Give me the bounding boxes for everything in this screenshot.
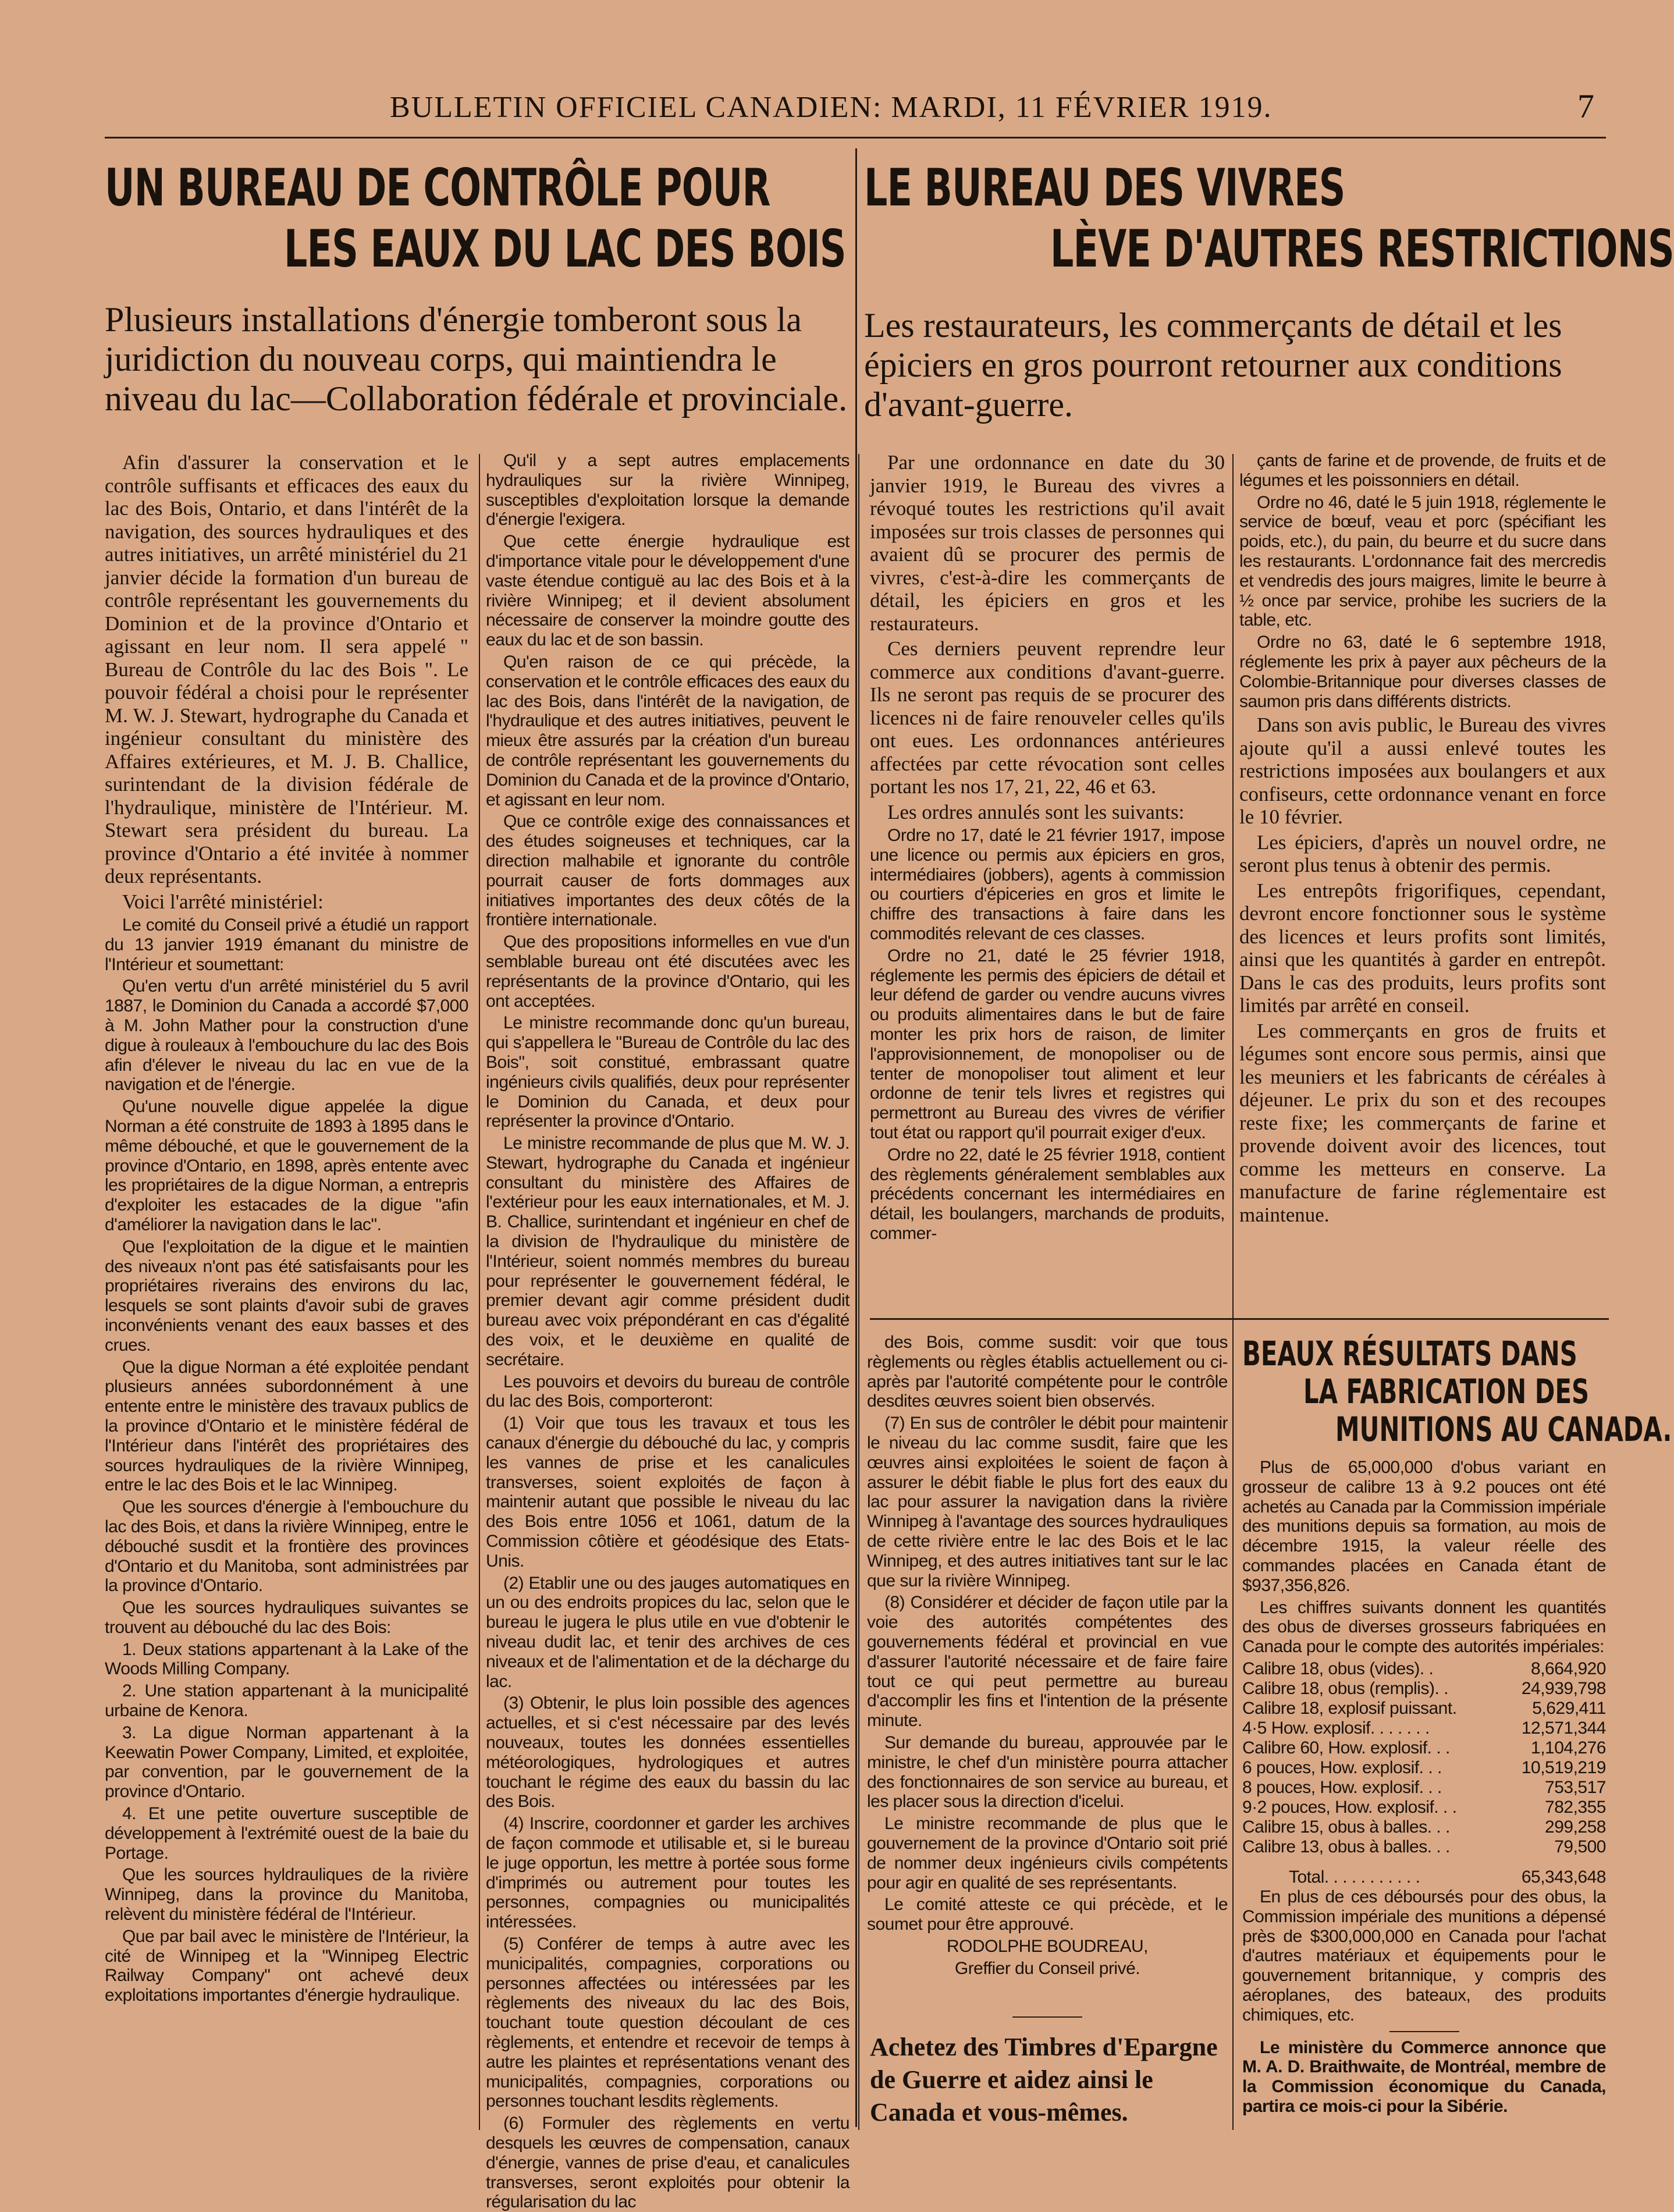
row-value: 782,355 [1545, 1797, 1606, 1817]
order-paragraph: (8) Considérer et décider de façon utile par la voie des autorités compétentes des gouvernements fédéral et provincial en vue d'assurer l'autorité nécessaire et de faire faire tout ce qui peut permettre au bureau d'accomplir les fins et l'intention de la présente minute. [867, 1593, 1228, 1731]
order-paragraph: Que par bail avec le ministère de l'Intérieur, la cité de Winnipeg et la "Winnipeg Electric Railway Company" ont achevé deux exploitations importantes d'énergie hydraulique. [105, 1926, 468, 2005]
row-value: 5,629,411 [1532, 1698, 1606, 1718]
page-number: 7 [1577, 87, 1594, 125]
munitions-headline-line2: LA FABRICATION DES [1303, 1372, 1590, 1411]
order-paragraph: Que l'exploitation de la digue et le maintien des niveaux n'ont pas été satisfaisants pour les propriétaires riverains des environs du lac, lesquels se sont plaints d'avoir subi de graves inconvénients venant des eaux basses et des crues. [105, 1237, 468, 1355]
left-headline-line1: UN BUREAU DE CONTRÔLE POUR [105, 158, 770, 218]
order-paragraph: 3. La digue Norman appartenant à la Keewatin Power Company, Limited, et exploitée, par convention, par le gouvernement de la province d'Ontario. [105, 1723, 468, 1802]
lead-paragraph: Les ordres annulés sont les suivants: [887, 800, 1185, 823]
order-paragraph: des Bois, comme susdit: voir que tous règlements ou règles établis actuellement ou ci-après par l'autorité compétente pour le contrôle desdites œuvres soient bien observés. [867, 1333, 1228, 1411]
table-row [1242, 1679, 1606, 1699]
lead-paragraph: Les épiciers, d'après un nouvel ordre, ne seront plus tenus à obtenir des permis. [1239, 830, 1606, 877]
commerce-note: Le ministère du Commerce annonce que M. A. D. Braithwaite, de Montréal, membre de la Commission économique du Canada, partira ce mois-ci pour la Sibérie. [1242, 2037, 1606, 2116]
table-row [1242, 1758, 1606, 1778]
lead-paragraph: Par une ordonnance en date du 30 janvier 1919, le Bureau des vivres a révoqué toutes les restrictions qu'il avait imposées sur trois classes de personnes qui avaient dû se procurer des permis de vivres, c'est-à-dire les commerçants de détail, les épiciers en gros et les restaurateurs. [870, 451, 1225, 635]
lead-paragraph: Dans son avis public, le Bureau des vivres ajoute qu'il a aussi enlevé toutes les restrictions imposées aux boulangers et aux confiseurs, cette ordonnance venant en force le 10 février. [1239, 713, 1606, 829]
order-paragraph: (6) Formuler des règlements en vertu desquels les œuvres de compensation, canaux d'énergie, vannes de prise d'eau, et canalicules transverses, seront exploités pour obtenir la régularisation du lac [486, 2114, 850, 2212]
order-paragraph: Que les sources hyldrauliques de la rivière Winnipeg, dans la province du Manitoba, relèvent du ministère fédéral de l'Intérieur. [105, 1865, 468, 1925]
order-paragraph: Qu'en vertu d'un arrêté ministériel du 5 avril 1887, le Dominion du Canada a accordé $7,000 à M. John Mather pour la construction d'une digue à rouleaux à l'embouchure du lac des Bois afin d'élever le niveau du lac en vue de la navigation et de l'énergie. [105, 977, 468, 1095]
row-label: Calibre 18, obus (vides). . [1242, 1659, 1434, 1678]
divider [1389, 2031, 1459, 2032]
row-label: Calibre 60, How. explosif. . . [1242, 1738, 1450, 1757]
order-paragraph: Ordre no 46, daté le 5 juin 1918, réglemente le service de bœuf, veau et porc (spécifiant les poids, etc.), du pain, du beurre et du sucre dans les restaurants. L'ordonnance fait des mercredis et vendredis des jours maigres, limite le beurre à ½ once par service, prohibe les sucriers de la table, etc. [1239, 492, 1606, 630]
order-paragraph: Le ministre recommande donc qu'un bureau, qui s'appellera le "Bureau de Contrôle du lac des Bois", soit constitué, embrassant quatre ingénieurs civils qualifiés, deux pour représenter le Dominion du Canada, et deux pour représenter la province d'Ontario. [486, 1013, 850, 1131]
order-paragraph: (7) En sus de contrôler le débit pour maintenir le niveau du lac comme susdit, faire que les œuvres ainsi exploitées le soient de façon à assurer le débit fiable le plus fort des eaux du lac pour assurer la navigation dans la rivière Winnipeg à l'avantage des sources hydrauliques de cette rivière entre le lac des Bois et le lac Winnipeg, et des autres initiatives tant sur le lac que sur la rivière Winnipeg. [867, 1414, 1228, 1590]
row-label: 9·2 pouces, How. explosif. . . [1242, 1797, 1457, 1817]
table-row [1242, 1659, 1606, 1679]
order-paragraph: Que les sources hydrauliques suivantes se trouvent au débouché du lac des Bois: [105, 1598, 468, 1637]
row-value: 753,517 [1545, 1777, 1606, 1797]
left-lead-paragraph: Voici l'arrêté ministériel: [122, 890, 324, 913]
left-column-2 [486, 451, 850, 2212]
left-deck: Plusieurs installations d'énergie tomberont sous la juridiction du nouveau corps, qui maintiendra le niveau du lac—Collaboration fédérale et provinciale. [105, 300, 848, 418]
order-paragraph: Qu'une nouvelle digue appelée la digue Norman a été construite de 1893 à 1895 dans le même débouché, et que le gouvernement de la province d'Ontario, en 1898, après entente avec les propriétaires de la digue Norman, a entrepris d'exploiter les estacades de la digue "afin d'améliorer la navigation dans le lac". [105, 1097, 468, 1234]
table-row [1242, 1778, 1606, 1798]
divider [1012, 2016, 1082, 2018]
row-label: Calibre 18, explosif puissant. [1242, 1698, 1457, 1718]
row-value: 8,664,920 [1531, 1659, 1606, 1678]
masthead-title: BULLETIN OFFICIEL CANADIEN: MARDI, 11 FÉVRIER 1919. [390, 91, 1273, 124]
row-label: 6 pouces, How. explosif. . . [1242, 1757, 1442, 1777]
order-paragraph: 1. Deux stations appartenant à la Lake of the Woods Milling Company. [105, 1639, 468, 1679]
order-paragraph: Que ce contrôle exige des connaissances et des études soigneuses et techniques, car la direction malhabile et ignorante du contrôle pourrait causer de forts dommages aux initiatives importantes des deux côtés de la frontière internationale. [486, 812, 850, 930]
center-column-rule [855, 148, 857, 2127]
order-paragraph: (2) Etablir une ou des jauges automatiques en un ou des endroits propices du lac, selon que le bureau le jugera le plus utile en vue d'obtenir le niveau dudit lac, et tenir des archives de ces niveaux et de l'alimentation et de la décharge du lac. [486, 1573, 850, 1691]
row-label: 4·5 How. explosif. . . . . . . [1242, 1718, 1430, 1738]
order-paragraph: Qu'en raison de ce qui précède, la conservation et le contrôle efficaces des eaux du lac des Bois, dans l'intérêt de la navigation, de l'hydraulique et des autres initiatives, peuvent le mieux être assurés par la création d'un bureau de contrôle représentant les gouvernements du Dominion du Canada et de la province d'Ontario, et agissant en leur nom. [486, 652, 850, 809]
munitions-headline-line3: MUNITIONS AU CANADA. [1335, 1409, 1672, 1449]
table-row [1242, 1798, 1606, 1817]
order-paragraph: Que des propositions informelles en vue d'un semblable bureau ont été discutées avec les représentants de la province d'Ontario, qui les ont acceptées. [486, 932, 850, 1011]
order-paragraph: (5) Conférer de temps à autre avec les municipalités, compagnies, corporations ou personnes affectées ou intéressées par les règlements des niveaux du lac des Bois, touchant toute question découlant de ces règlements, et entendre et recevoir de temps à autre les plaintes et représentations venant des municipalités, compagnies, corporations ou personnes touchant lesdits règlements. [486, 1934, 850, 2111]
order-paragraph: 2. Une station appartenant à la municipalité urbaine de Kenora. [105, 1681, 468, 1721]
right-column-2 [1239, 451, 1606, 1312]
order-paragraph: Sur demande du bureau, approuvée par le ministre, le chef d'un ministère pourra attacher des fonctionnaires de son service au bureau, et les placer sous la direction d'icelui. [867, 1732, 1228, 1812]
row-label: Calibre 13, obus à balles. . . [1242, 1837, 1450, 1856]
signature-title: Greffier du Conseil privé. [954, 1958, 1140, 1978]
right-inner-rule [1232, 454, 1234, 2130]
order-paragraph: Que cette énergie hydraulique est d'importance vitale pour le développement d'une vaste étendue contiguë au lac des Bois et à la rivière Winnipeg; et il devient absolument nécessaire de conserver la moindre goutte des eaux du lac et de son bassin. [486, 532, 850, 650]
row-value: 24,939,798 [1521, 1678, 1606, 1698]
row-label: Calibre 15, obus à balles. . . [1242, 1817, 1450, 1837]
munitions-paragraph: Les chiffres suivants donnent les quantités des obus de diverses grosseurs fabriquées en Canada pour le compte des autorités impériales: [1242, 1597, 1606, 1657]
row-value: 299,258 [1545, 1817, 1606, 1837]
total-value: 65,343,648 [1521, 1867, 1606, 1887]
order-paragraph: Les pouvoirs et devoirs du bureau de contrôle du lac des Bois, comporteront: [486, 1372, 850, 1411]
right-column-1 [870, 451, 1225, 1312]
order-paragraph: Le ministre recommande de plus que M. W. J. Stewart, hydrographe du Canada et ingénieur consultant du ministère des Affaires de l'extérieur pour les eaux internationales, et M. J. B. Challice, surintendant et ingénieur en chef de la division de l'hydraulique du ministère de l'Intérieur, soient nommés membres du bureau pour représenter le gouvernement fédéral, le premier devant agir comme président dudit bureau avec voix prépondérant en cas d'égalité des voix, et le deuxième en qualité de secrétaire. [486, 1134, 850, 1369]
left-inner-rule-2 [858, 454, 859, 2130]
total-label: Total. . . . . . . . . . . [1289, 1867, 1420, 1887]
order-paragraph: Ordre no 17, daté le 21 février 1917, impose une licence ou permis aux épiciers en gros, intermédiaires (jobbers), agents à commission ou courtiers d'épiceries en gros et limite le chiffre des transactions à faire dans les commodités relevant de ces classes. [870, 826, 1225, 943]
table-row [1242, 1817, 1606, 1837]
lead-paragraph: Les commerçants en gros de fruits et légumes sont encore sous permis, ainsi que les meuniers et les fabricants de céréales à déjeuner. Le prix du son et des recoupes reste fixe; les commerçants de farine et provende doivent avoir des licences, tout comme les metteurs en conserve. La manufacture de farine réglementaire est maintenue. [1239, 1019, 1606, 1226]
right-headline-line2: LÈVE D'AUTRES RESTRICTIONS [1050, 219, 1674, 279]
row-label: 8 pouces, How. explosif. . . [1242, 1777, 1442, 1797]
table-row [1242, 1837, 1606, 1857]
order-paragraph: Ordre no 63, daté le 6 septembre 1918, réglemente les prix à payer aux pêcheurs de la Colombie-Britannique pour diverses classes de saumon pris dans différents districts. [1239, 633, 1606, 711]
row-value: 1,104,276 [1531, 1738, 1606, 1757]
lead-paragraph: Les entrepôts frigorifiques, cependant, devront encore fonctionner sous le système des licences et leurs profits sont limités, ainsi que les quantités à garder en entrepôt. Dans le cas des produits, leurs profits sont limités par arrêté en conseil. [1239, 879, 1606, 1017]
order-paragraph: (1) Voir que tous les travaux et tous les canaux d'énergie du débouché du lac, y compris les vannes de prise et les canalicules transverses, soient exploités de façon à maintenir autant que possible le niveau du lac des Bois entre 1056 et 1061, datum de la Commission côtière et géodésique des Etats-Unis. [486, 1414, 850, 1571]
order-paragraph: Qu'il y a sept autres emplacements hydrauliques sur la rivière Winnipeg, susceptibles d'exploitation lorsque la demande d'énergie l'exigera. [486, 451, 850, 530]
munitions-paragraph: Plus de 65,000,000 d'obus variant en grosseur de calibre 13 à 9.2 pouces ont été achetés au Canada par la Commission impériale des munitions depuis sa formation, au mois de décembre 1915, la valeur réelle des commandes placées en Canada étant de $937,356,826. [1242, 1458, 1606, 1595]
right-headline-line1: LE BUREAU DES VIVRES [864, 158, 1345, 218]
right-deck: Les restaurateurs, les commerçants de détail et les épiciers en gros pourront retourner aux conditions d'avant-guerre. [864, 306, 1562, 424]
table-total-row [1242, 1867, 1606, 1887]
row-value: 10,519,219 [1521, 1757, 1606, 1777]
order-paragraph: çants de farine et de provende, de fruits et de légumes et les poissonniers en détail. [1239, 451, 1606, 490]
munitions-column [1242, 1458, 1606, 2133]
munitions-headline-line1: BEAUX RÉSULTATS DANS [1242, 1334, 1577, 1373]
munitions-table [1242, 1659, 1606, 1887]
order-paragraph: (3) Obtenir, le plus loin possible des agences actuelles, et si c'est nécessaire par des levés nouveaux, toutes les données essentielles météorologiques, hydrologiques et autres touchant le régime des eaux du bassin du lac des Bois. [486, 1693, 850, 1812]
signature-name: RODOLPHE BOUDREAU, [946, 1936, 1149, 1956]
left-column-1 [105, 451, 468, 2133]
left-lead-paragraph: Afin d'assurer la conservation et le contrôle suffisants et efficaces des eaux du lac des Bois, Ontario, et dans l'intérêt de la navigation, des sources hydrauliques et des autres initiatives, un arrêté ministériel du 21 janvier décide la formation d'un bureau de contrôle représentant les gouvernements du Dominion et de la province d'Ontario et agissant en leur nom. Il sera appelé " Bureau de Contrôle du lac des Bois ". Le pouvoir fédéral a choisi pour le représenter M. W. J. Stewart, hydrographe du Canada et ingénieur consultant du ministère des Affaires extérieures, et M. J. B. Challice, surintendant de la division fédérale de l'hydraulique, ministère de l'Intérieur. M. Stewart sera président du bureau. La province d'Ontario a été invitée à nommer deux représentants. [105, 451, 468, 887]
order-paragraph: Le ministre recommande de plus que le gouvernement de la province d'Ontario soit prié de nommer deux ingénieurs civils compétents pour agir en qualité de ses représentants. [867, 1814, 1228, 1893]
masthead [105, 84, 1606, 139]
left-inner-rule-1 [479, 454, 480, 2130]
order-paragraph: Ordre no 21, daté le 25 février 1918, réglemente les permis des épiciers de détail et leur défend de garder ou vendre aucuns vivres ou produits alimentaires dans le but de faire monter les prix hors de raison, de limiter l'approvisionnement, de monopoliser ou de tenter de monopoliser tout aliment et leur ordonne de tenir tels livres et registres qui permettront au Bureau des vivres de vérifier tout état ou rapport qu'il pourrait exiger d'eux. [870, 946, 1225, 1142]
order-paragraph: 4. Et une petite ouverture susceptible de développement à l'extrémité ouest de la baie du Portage. [105, 1804, 468, 1863]
order-paragraph: Le comité atteste ce qui précède, et le soumet pour être approuvé. [867, 1895, 1228, 1934]
left-column-3 [867, 1333, 1228, 2002]
table-row [1242, 1719, 1606, 1738]
row-value: 12,571,344 [1521, 1718, 1606, 1738]
right-section-rule [870, 1318, 1609, 1320]
order-paragraph: Ordre no 22, daté le 25 février 1918, contient des règlements généralement semblables aux précédents concernant les intermédiaires en détail, les boulangers, marchands de produits, commer- [870, 1145, 1225, 1243]
order-paragraph: Que la digue Norman a été exploitée pendant plusieurs années subordonnément à une entente entre le ministère des travaux publics de la province d'Ontario et le ministère fédéral de l'Intérieur dans l'intérêt des propriétaires des sources hydrauliques de la rivière Winnipeg, entre le lac des Bois et le lac Winnipeg. [105, 1357, 468, 1495]
order-paragraph: (4) Inscrire, coordonner et garder les archives de façon commode et utilisable et, si le bureau le juge opportun, les mettre à portée sous forme d'imprimés ou autrement pour toutes les personnes, compagnies ou municipalités intéressées. [486, 1814, 850, 1932]
table-row [1242, 1699, 1606, 1719]
war-savings-appeal: Achetez des Timbres d'Epargne de Guerre et aidez ainsi le Canada et vous-mêmes. [870, 2033, 1218, 2126]
table-row [1242, 1738, 1606, 1758]
order-paragraph: Que les sources d'énergie à l'embouchure du lac des Bois, et dans la rivière Winnipeg, entre le débouché susdit et la frontière des provinces d'Ontario et du Manitoba, sont administrées par la province d'Ontario. [105, 1497, 468, 1596]
munitions-paragraph: En plus de ces déboursés pour des obus, la Commission impériale des munitions a dépensé près de $300,000,000 en Canada pour l'achat d'autres matériaux et équipements pour le gouvernement britannique, y compris des aéroplanes, des bateaux, des produits chimiques, etc. [1242, 1887, 1606, 2025]
lead-paragraph: Ces derniers peuvent reprendre leur commerce aux conditions d'avant-guerre. Ils ne seront pas requis de se procurer des licences ni de faire renouveler celles qu'ils ont eues. Les ordonnances antérieures affectées par cette révocation sont celles portant les nos 17, 21, 22, 46 et 63. [870, 637, 1225, 798]
order-paragraph: Le comité du Conseil privé a étudié un rapport du 13 janvier 1919 émanant du ministre de l'Intérieur et soumettant: [105, 915, 468, 974]
left-headline-line2: LES EAUX DU LAC DES BOIS [284, 219, 846, 279]
row-label: Calibre 18, obus (remplis). . [1242, 1678, 1448, 1698]
row-value: 79,500 [1554, 1837, 1606, 1856]
